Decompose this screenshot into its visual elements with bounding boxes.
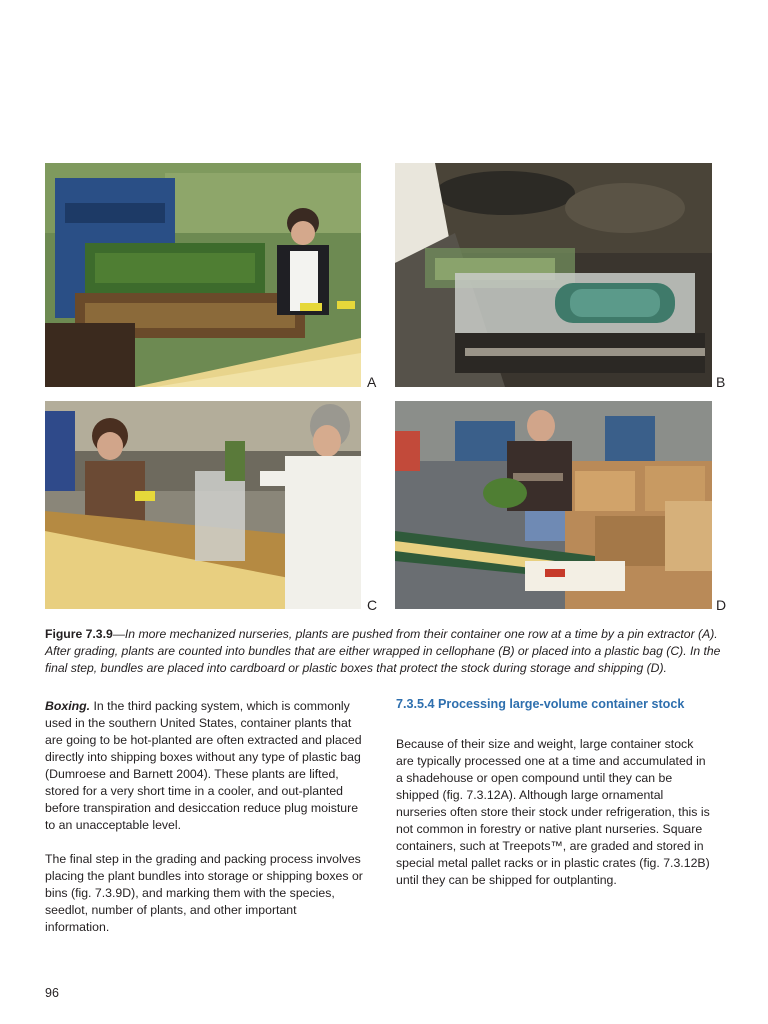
figure-caption-text: —In more mechanized nurseries, plants are pushed from their container one row at a time by a pin extractor (A). After grading, plants are counted into bundles that are either wrapped in cellophane (B) or placed into a plastic bag (C). In the final step, bundles are placed into cardboard or plastic boxes that protect the stock during storage and shipping (D).	[45, 627, 721, 675]
figure-photo-d	[395, 401, 712, 609]
panel-letter-b: B	[716, 374, 726, 390]
left-column	[45, 698, 363, 936]
photo-boxing	[395, 401, 712, 609]
section-heading: 7.3.5.4 Processing large-volume container stock	[396, 697, 685, 711]
right-column	[396, 696, 714, 889]
photo-cellophane-wrapping	[395, 163, 712, 387]
paragraph-boxing	[45, 698, 363, 834]
paragraph-large-volume: Because of their size and weight, large container stock are typically processed one at a time and accumulated in a shadehouse or open compound until they can be shipped (fig. 7.3.12A). Although large ornamental nurseries often store their stock under refrigeration, this is not common in forestry or native plant nurseries. Square containers, such at Treepots™, are graded and stored in special metal pallet racks or in plastic crates (fig. 7.3.12B) until they can be shipped for outplanting.	[396, 737, 710, 887]
paragraph-final-step: The final step in the grading and packing process involves placing the plant bundles into storage or shipping boxes or bins (fig. 7.3.9D), and marking them with the species, seedlot, number of plants, and other important information.	[45, 852, 363, 934]
photo-bagging	[45, 401, 361, 609]
figure-label: Figure 7.3.9	[45, 627, 113, 641]
paragraph-boxing-text: In the third packing system, which is commonly used in the southern United States, container plants that are going to be hot-planted are often extracted and placed directly into shipping boxes without any type of plastic bag (Dumroese and Barnett 2004). These plants are lifted, stored for a very short time in a cooler, and out-planted before transpiration and desiccation reduce plug moisture to an unacceptable level.	[45, 699, 362, 832]
figure-photo-b	[395, 163, 712, 387]
panel-letter-c: C	[367, 597, 378, 613]
figure-photo-a	[45, 163, 361, 387]
page-number: 96	[45, 986, 59, 1000]
figure-caption	[45, 626, 725, 677]
panel-letter-a: A	[367, 374, 377, 390]
run-in-heading: Boxing.	[45, 699, 91, 713]
photo-pin-extractor	[45, 163, 361, 387]
panel-letter-d: D	[716, 597, 727, 613]
figure-photo-c	[45, 401, 361, 609]
